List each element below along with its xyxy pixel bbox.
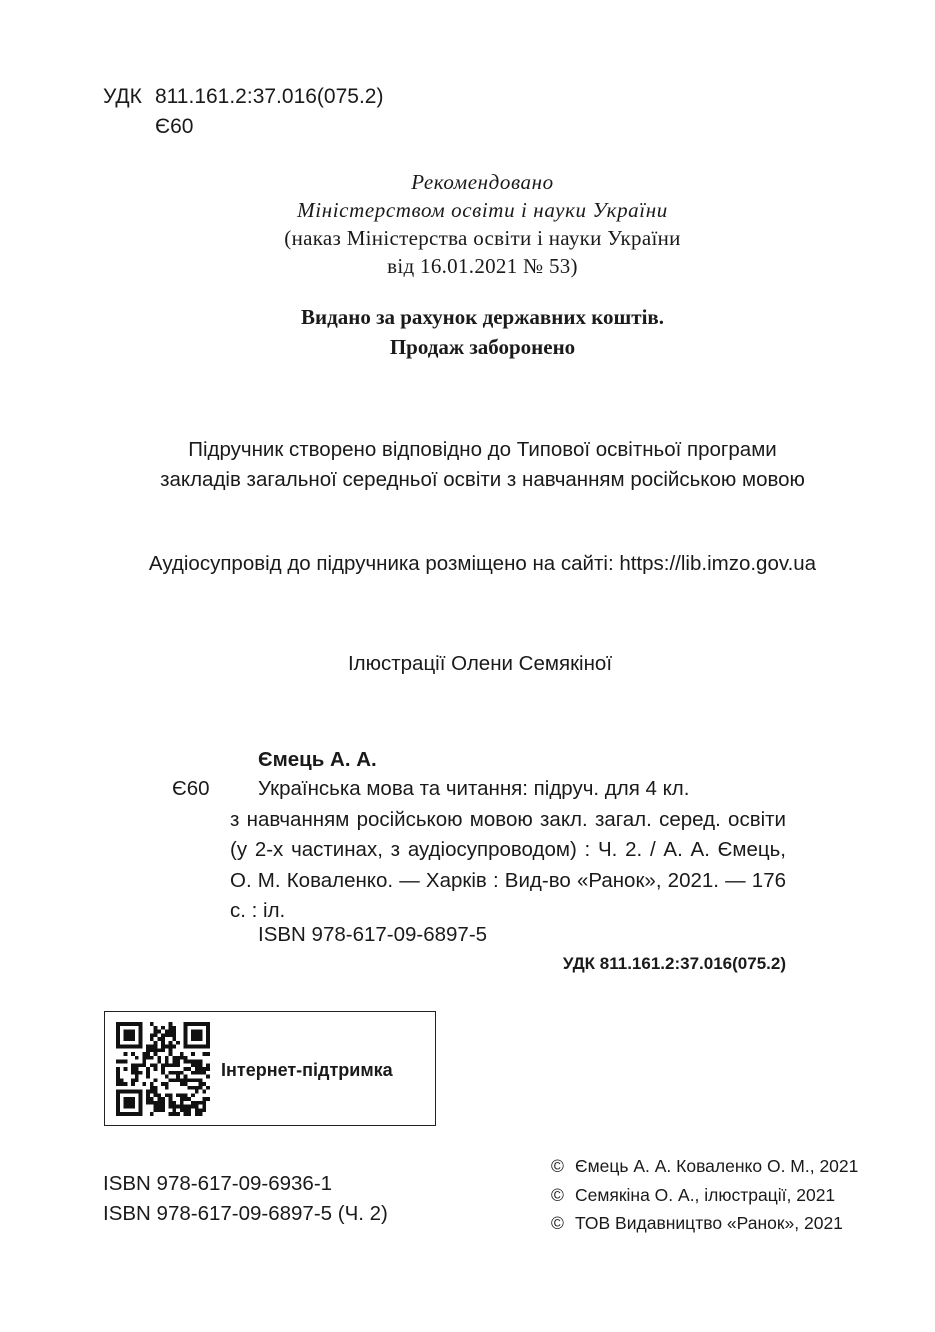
funding-block [0,302,935,362]
copyright-text: Семякіна О. А., ілюстрації, 2021 [575,1184,836,1205]
catalog-index: Є60 [172,777,210,800]
copyright-text: ТОВ Видавництво «Ранок», 2021 [575,1213,843,1233]
catalog-description-first: Українська мова та читання: підруч. для 4 кл. [258,777,690,800]
isbn-line-2: ISBN 978-617-09-6897-5 (Ч. 2) [103,1202,388,1225]
copyright-row [551,1209,858,1238]
recommendation-line-2: Міністерством освіти і науки України [297,198,668,222]
isbn-line-1: ISBN 978-617-09-6936-1 [103,1172,333,1195]
copyright-text: Ємець А. А. Коваленко О. М., 2021 [575,1156,859,1176]
recommendation-block [0,168,935,280]
copyright-symbol: © [551,1156,564,1176]
isbn-block [103,1169,388,1229]
internet-support-label: Інтернет-підтримка [221,1060,393,1080]
textbook-note [0,435,935,495]
qr-code-icon[interactable] [116,1022,210,1116]
author-index: Є60 [155,115,194,138]
udk-label: УДК [103,85,142,108]
audio-note: Аудіосупровід до підручника розміщено на сайті: https://lib.imzo.gov.ua [148,552,817,575]
copyright-row [551,1181,858,1210]
recommendation-line-4: від 16.01.2021 № 53) [387,254,578,278]
catalog-isbn: ISBN 978-617-09-6897-5 [258,923,488,946]
textbook-note-line-2: закладів загальної середньої освіти з навчанням російською мовою [160,468,805,491]
catalog-udk: УДК 811.161.2:37.016(075.2) [562,954,786,973]
textbook-note-line-1: Підручник створено відповідно до Типової освітньої програми [188,438,777,461]
catalog-description [230,774,786,927]
copyright-row [551,1152,858,1181]
recommendation-line-3: (наказ Міністерства освіти і науки України [284,226,681,250]
udk-code: 811.161.2:37.016(075.2) [155,85,384,108]
copyright-symbol: © [551,1213,564,1233]
internet-support-box [104,1011,436,1126]
copyright-block [551,1152,858,1238]
udk-header [103,82,384,138]
funding-line-1: Видано за рахунок державних коштів. [300,305,665,329]
recommendation-line-1: Рекомендовано [411,170,554,194]
copyright-symbol: © [551,1184,564,1205]
catalog-author: Ємець А. А. [258,748,377,771]
illustrations-note: Ілюстрації Олени Семякіної [347,652,613,675]
funding-line-2: Продаж заборонено [389,335,576,359]
catalog-description-rest: з навчанням російською мовою закл. загал. серед. освіти (у 2-х частинах, з аудіосупроводом) : Ч. 2. / А. А. Ємець, О. М. Коваленко. — Харків : Вид-во «Ранок», 2021. — 176 с. : іл. [230,807,786,922]
